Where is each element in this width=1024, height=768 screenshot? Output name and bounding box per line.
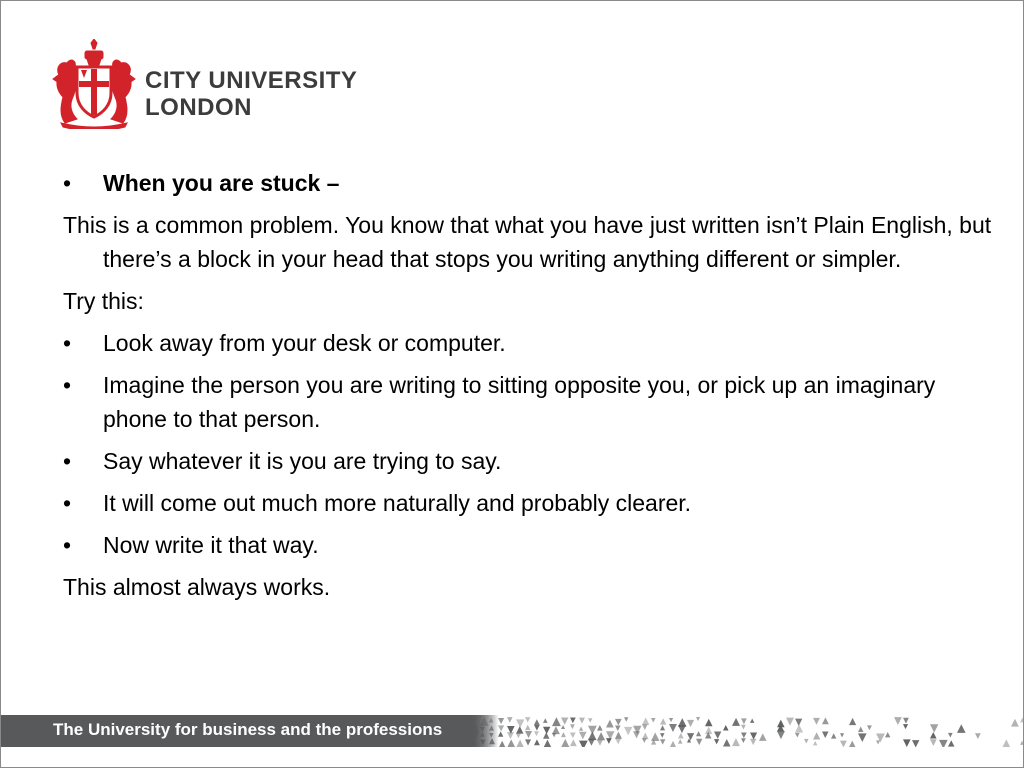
- bullet-icon: •: [63, 448, 72, 474]
- footer-tagline: The University for business and the professions: [53, 720, 443, 739]
- step-text: Look away from your desk or computer.: [103, 330, 506, 356]
- step-text: It will come out much more naturally and probably clearer.: [103, 490, 692, 516]
- heading-bullet: [63, 166, 993, 200]
- footer-pattern-decoration: [471, 715, 1023, 747]
- step-item: [63, 444, 993, 478]
- slide-heading: When you are stuck –: [103, 170, 340, 196]
- university-name: [145, 67, 357, 121]
- step-item: [63, 368, 993, 436]
- university-name-line1: CITY UNIVERSITY: [145, 67, 358, 94]
- step-text: Imagine the person you are writing to sitting opposite you, or pick up an imaginary phone to that person.: [103, 372, 936, 432]
- slide-body: [63, 166, 993, 612]
- step-text: Now write it that way.: [103, 532, 319, 558]
- step-item: [63, 528, 993, 562]
- footer-bar: [1, 715, 1023, 747]
- university-name-line2: LONDON: [145, 94, 252, 121]
- university-crest-icon: [51, 39, 137, 129]
- bullet-icon: •: [63, 170, 72, 196]
- bullet-icon: •: [63, 490, 72, 516]
- step-text: Say whatever it is you are trying to say.: [103, 448, 502, 474]
- closing-line: This almost always works.: [63, 574, 331, 600]
- bullet-icon: •: [63, 330, 72, 356]
- try-label: Try this:: [63, 288, 144, 314]
- university-logo: [51, 39, 381, 131]
- bullet-icon: •: [63, 532, 72, 558]
- bullet-icon: •: [63, 372, 72, 398]
- step-item: [63, 486, 993, 520]
- intro-paragraph: This is a common problem. You know that what you have just written isn’t Plain English, but there’s a block in your head that stops you writing anything different or simpler.: [63, 212, 992, 272]
- step-item: [63, 326, 993, 360]
